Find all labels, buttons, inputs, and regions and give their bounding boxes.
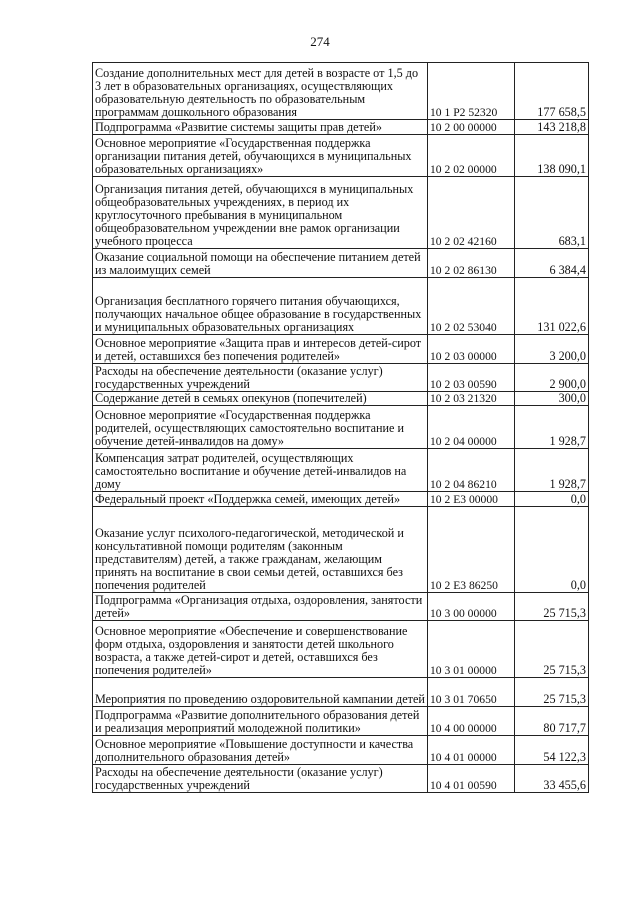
- row-name: Подпрограмма «Развитие системы защиты прав детей»: [93, 120, 428, 135]
- row-code: 10 3 01 70650: [428, 678, 515, 707]
- row-code: 10 2 E3 00000: [428, 492, 515, 507]
- table-row: [93, 364, 589, 392]
- row-code: 10 1 P2 52320: [428, 63, 515, 120]
- budget-table-body: [93, 63, 589, 793]
- row-code: 10 2 03 21320: [428, 392, 515, 406]
- row-name: Расходы на обеспечение деятельности (оказание услуг) государственных учреждений: [93, 364, 428, 392]
- table-row: [93, 392, 589, 406]
- row-sum: 300,0: [515, 392, 589, 406]
- row-code: 10 2 02 53040: [428, 278, 515, 335]
- row-code: 10 2 02 00000: [428, 135, 515, 177]
- row-sum: 25 715,3: [515, 678, 589, 707]
- table-row: [93, 63, 589, 120]
- table-row: [93, 406, 589, 449]
- table-row: [93, 120, 589, 135]
- table-row: [93, 449, 589, 492]
- row-name: Оказание услуг психолого-педагогической, методической и консультативной помощи родителям (законным представителям) детей, а также гражданам, желающим принять на воспитание в свои семьи детей, оставшихся без попечения родителей: [93, 507, 428, 593]
- row-sum: 683,1: [515, 177, 589, 249]
- row-sum: 0,0: [515, 507, 589, 593]
- row-code: 10 4 01 00000: [428, 736, 515, 765]
- row-name: Компенсация затрат родителей, осуществляющих самостоятельно воспитание и обучение детей-инвалидов на дому: [93, 449, 428, 492]
- row-sum: 3 200,0: [515, 335, 589, 364]
- row-name: Основное мероприятие «Защита прав и интересов детей-сирот и детей, оставшихся без попечения родителей»: [93, 335, 428, 364]
- row-code: 10 4 00 00000: [428, 707, 515, 736]
- row-name: Подпрограмма «Организация отдыха, оздоровления, занятости детей»: [93, 593, 428, 621]
- row-sum: 177 658,5: [515, 63, 589, 120]
- row-sum: 0,0: [515, 492, 589, 507]
- row-sum: 33 455,6: [515, 765, 589, 793]
- page-number: 274: [310, 34, 330, 49]
- row-sum: 6 384,4: [515, 249, 589, 278]
- row-sum: 1 928,7: [515, 449, 589, 492]
- row-name: Федеральный проект «Поддержка семей, имеющих детей»: [93, 492, 428, 507]
- row-name: Основное мероприятие «Повышение доступности и качества дополнительного образования детей»: [93, 736, 428, 765]
- table-row: [93, 135, 589, 177]
- table-row: [93, 621, 589, 678]
- row-code: 10 2 02 42160: [428, 177, 515, 249]
- table-row: [93, 707, 589, 736]
- row-name: Расходы на обеспечение деятельности (оказание услуг) государственных учреждений: [93, 765, 428, 793]
- row-code: 10 2 00 00000: [428, 120, 515, 135]
- table-row: [93, 278, 589, 335]
- table-row: [93, 335, 589, 364]
- budget-table: [92, 62, 589, 793]
- row-name: Мероприятия по проведению оздоровительной кампании детей: [93, 678, 428, 707]
- table-row: [93, 736, 589, 765]
- row-code: 10 2 04 86210: [428, 449, 515, 492]
- row-code: 10 4 01 00590: [428, 765, 515, 793]
- row-sum: 54 122,3: [515, 736, 589, 765]
- table-row: [93, 249, 589, 278]
- row-sum: 143 218,8: [515, 120, 589, 135]
- row-name: Организация питания детей, обучающихся в муниципальных общеобразовательных учреждениях, в период их круглосуточного пребывания в муниципальном общеобразовательном учреждении вне рамок организации учебного процесса: [93, 177, 428, 249]
- row-name: Основное мероприятие «Государственная поддержка организации питания детей, обучающихся в муниципальных образовательных организациях»: [93, 135, 428, 177]
- table-row: [93, 492, 589, 507]
- row-sum: 25 715,3: [515, 621, 589, 678]
- row-code: 10 3 00 00000: [428, 593, 515, 621]
- row-code: 10 3 01 00000: [428, 621, 515, 678]
- table-row: [93, 507, 589, 593]
- row-sum: 131 022,6: [515, 278, 589, 335]
- row-code: 10 2 04 00000: [428, 406, 515, 449]
- row-sum: 2 900,0: [515, 364, 589, 392]
- row-sum: 138 090,1: [515, 135, 589, 177]
- table-row: [93, 765, 589, 793]
- row-sum: 80 717,7: [515, 707, 589, 736]
- row-code: 10 2 E3 86250: [428, 507, 515, 593]
- table-row: [93, 177, 589, 249]
- table-row: [93, 593, 589, 621]
- row-name: Оказание социальной помощи на обеспечение питанием детей из малоимущих семей: [93, 249, 428, 278]
- row-name: Содержание детей в семьях опекунов (попечителей): [93, 392, 428, 406]
- row-name: Подпрограмма «Развитие дополнительного образования детей и реализация мероприятий молодежной политики»: [93, 707, 428, 736]
- row-name: Организация бесплатного горячего питания обучающихся, получающих начальное общее образование в государственных и муниципальных образовательных организациях: [93, 278, 428, 335]
- table-row: [93, 678, 589, 707]
- row-name: Основное мероприятие «Государственная поддержка родителей, осуществляющих самостоятельно воспитание и обучение детей-инвалидов на дому»: [93, 406, 428, 449]
- row-sum: 1 928,7: [515, 406, 589, 449]
- row-name: Основное мероприятие «Обеспечение и совершенствование форм отдыха, оздоровления и занятости детей школьного возраста, а также детей-сирот и детей, оставшихся без попечения родителей»: [93, 621, 428, 678]
- row-name: Создание дополнительных мест для детей в возрасте от 1,5 до 3 лет в образовательных организациях, осуществляющих образовательную деятельность по образовательным программам дошкольного образования: [93, 63, 428, 120]
- row-code: 10 2 03 00000: [428, 335, 515, 364]
- row-code: 10 2 03 00590: [428, 364, 515, 392]
- row-code: 10 2 02 86130: [428, 249, 515, 278]
- row-sum: 25 715,3: [515, 593, 589, 621]
